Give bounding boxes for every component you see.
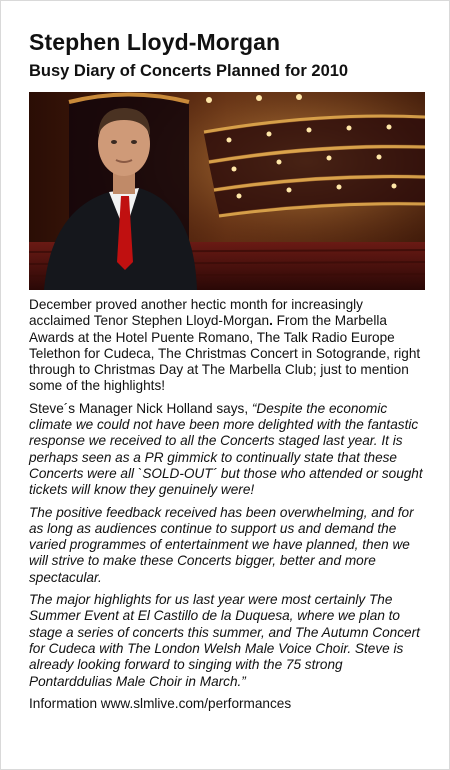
info-link[interactable]: Information www.slmlive.com/performances [29, 695, 292, 711]
article-subtitle: Busy Diary of Concerts Planned for 2010 [29, 62, 349, 80]
paragraph-2-intro: Steve´s Manager Nick Holland says, [29, 400, 252, 416]
paragraph-3: The positive feedback received has been overwhelming, and for as long as audiences continue to support us and demand the varied programmes of entertainment we have planned, then we will strive to make these Concerts bigger, better and more spectacular. [29, 504, 414, 585]
paragraph-1-dot: . [269, 313, 273, 329]
tenor-portrait-in-opera-house-icon [29, 92, 425, 290]
article-body [29, 297, 425, 718]
paragraph-4: The major highlights for us last year were most certainly The Summer Event at El Castillo de la Duquesa, where we plan to stage a series of concerts this summer, and The Autumn Concert for Cudeca with The London Welsh Male Voice Choir. Steve is already looking forward to singing with the 75 strong Pontarddulias Male Choir in March.” [29, 592, 420, 689]
paragraph-1-tail: From the Marbella Awards at the Hotel Puente Romano, The Talk Radio Europe Telethon for Cudeca, The Christmas Concert in Sotogrande, right through to Christmas Day at The Marbella Club; just to mention some of the highlights! [29, 313, 421, 394]
paragraph-2-quote: “Despite the economic climate we could not have been more delighted with the fantastic response we received to all the Concerts staged last year. It is perhaps seen as a PR gimmick to continually state that these Concerts were all `SOLD-OUT´ but those who attended or sought tickets will know they genuinely were! [29, 400, 423, 498]
paragraph-1 [29, 297, 425, 395]
paragraph-1-lead: December proved another hectic month for increasingly acclaimed Tenor Stephen Lloyd-Morgan [29, 297, 363, 329]
paragraph-2 [29, 401, 425, 499]
article-title: Stephen Lloyd-Morgan [29, 29, 281, 55]
photo-illustration [29, 92, 425, 290]
